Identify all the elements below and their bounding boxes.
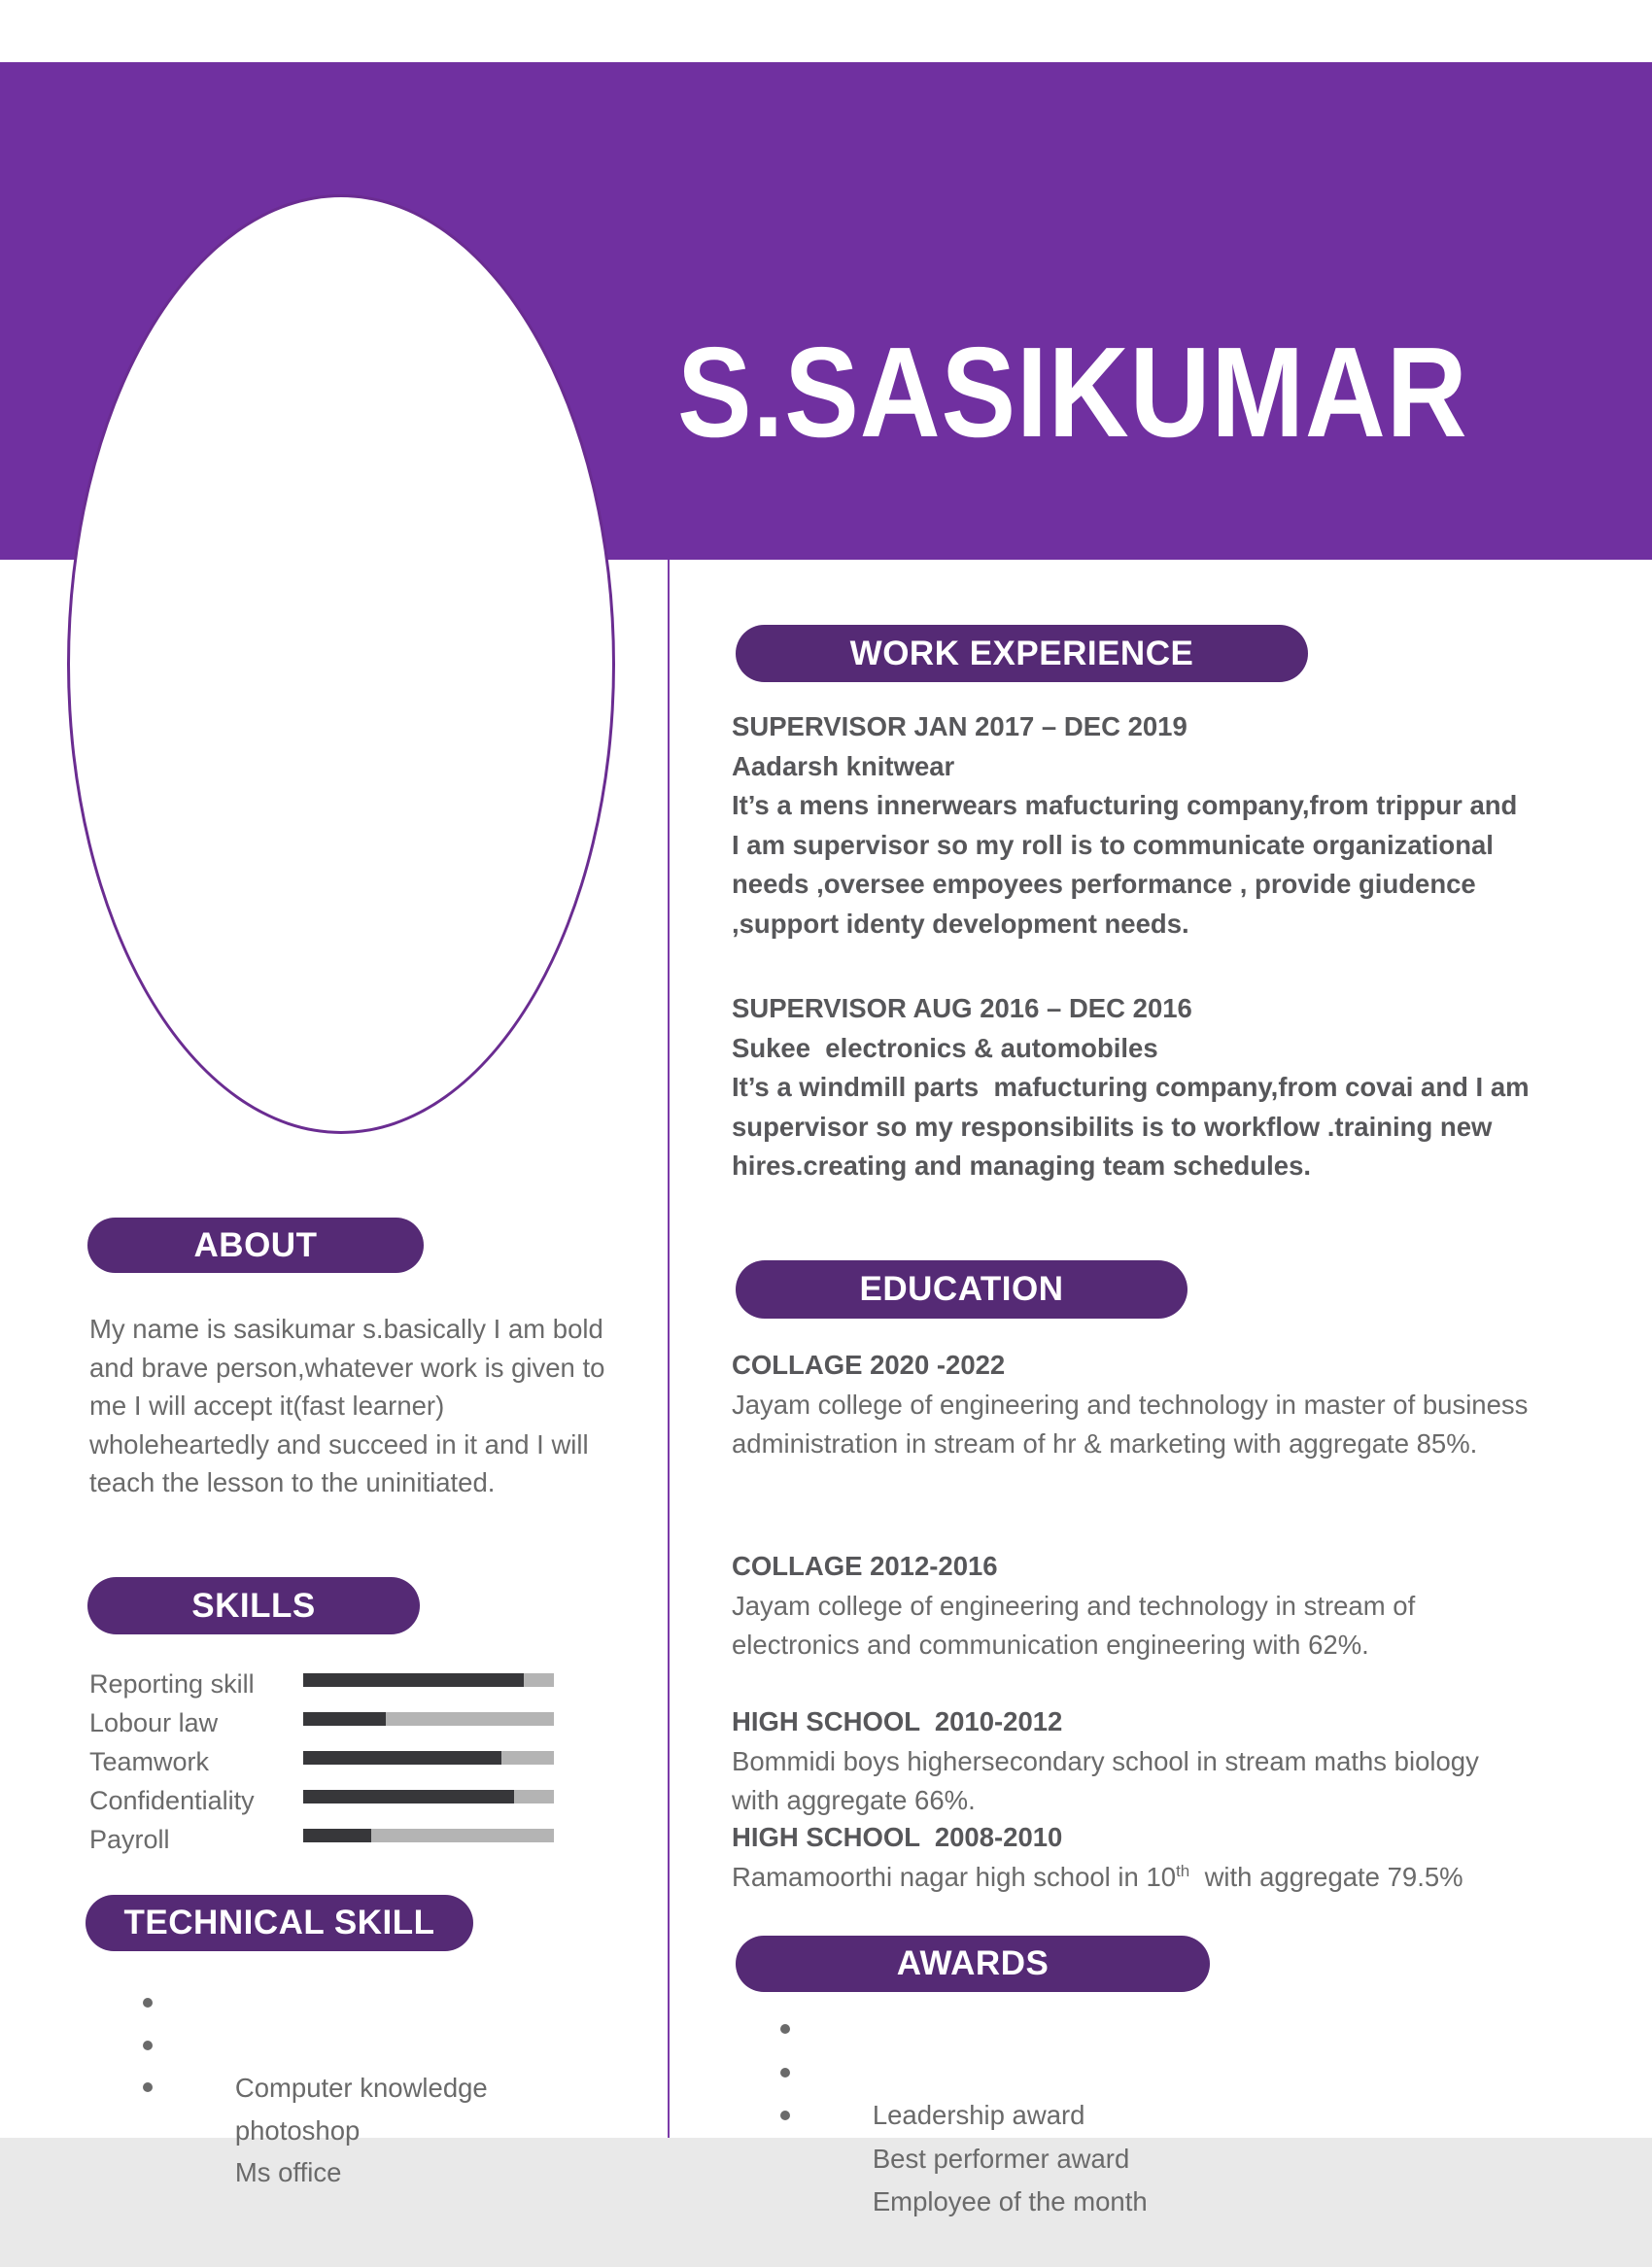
skill-label: Reporting skill bbox=[89, 1669, 255, 1699]
skill-row bbox=[89, 1781, 634, 1820]
section-title: WORK EXPERIENCE bbox=[849, 634, 1194, 672]
education-entry-heading: COLLAGE 2020 -2022 bbox=[732, 1350, 1006, 1380]
section-header-technical-skill bbox=[86, 1895, 473, 1951]
bullet-icon bbox=[780, 2068, 790, 2078]
skill-label: Payroll bbox=[89, 1825, 170, 1854]
skill-bar-fill bbox=[303, 1829, 371, 1842]
technical-skill-list bbox=[89, 1982, 634, 2187]
education-entry-body: Bommidi boys highersecondary school in stream maths biology with aggregate 66%. bbox=[732, 1745, 1487, 1815]
skill-bar-fill bbox=[303, 1790, 514, 1803]
skill-row bbox=[89, 1665, 634, 1703]
awards-list bbox=[732, 2008, 1531, 2216]
skill-bar-track bbox=[303, 1790, 554, 1803]
education-entry-heading: HIGH SCHOOL 2008-2010 bbox=[732, 1822, 1063, 1852]
education-entry bbox=[732, 1818, 1531, 1897]
bullet-icon bbox=[143, 2041, 153, 2050]
skill-bar-fill bbox=[303, 1673, 524, 1687]
technical-skill-label: photoshop bbox=[234, 2114, 361, 2146]
work-entry-body: It’s a windmill parts mafucturing company,from covai and I am supervisor so my responsibilits is to workflow .training new hires.creating and managing team schedules. bbox=[732, 1072, 1537, 1181]
skill-bar-track bbox=[303, 1673, 554, 1687]
work-entry-heading: SUPERVISOR JAN 2017 – DEC 2019 bbox=[732, 711, 1187, 741]
work-entry bbox=[732, 989, 1537, 1186]
education-entry-body: Jayam college of engineering and technology in stream of electronics and communication engineering with 62%. bbox=[732, 1590, 1423, 1660]
work-entry-company: Sukee electronics & automobiles bbox=[732, 1032, 1158, 1063]
section-header-awards bbox=[736, 1936, 1210, 1992]
about-text: My name is sasikumar s.basically I am bold and brave person,whatever work is given to me I will accept it(fast learner) wholeheartedly and succeed in it and I will teach the lesson to the uninitiated. bbox=[89, 1314, 613, 1497]
section-header-work-experience bbox=[736, 625, 1308, 682]
education-body-prefix: Ramamoorthi nagar high school in 10 bbox=[732, 1861, 1177, 1892]
award-item-label: Best performer award bbox=[872, 2143, 1130, 2174]
award-item bbox=[732, 2008, 1531, 2130]
technical-skill-item bbox=[89, 1982, 634, 2103]
skill-row bbox=[89, 1703, 634, 1742]
education-entry-heading: COLLAGE 2012-2016 bbox=[732, 1551, 998, 1581]
skill-bar-fill bbox=[303, 1712, 386, 1726]
photo-placeholder-oval bbox=[67, 194, 615, 1134]
education-entry-heading: HIGH SCHOOL 2010-2012 bbox=[732, 1706, 1063, 1736]
education-body-superscript: th bbox=[1176, 1861, 1190, 1880]
skills-list bbox=[89, 1665, 634, 1859]
education-body-suffix: with aggregate 79.5% bbox=[1189, 1861, 1463, 1892]
education-entry bbox=[732, 1702, 1531, 1821]
skill-label: Lobour law bbox=[89, 1708, 219, 1737]
page-title: S.SASIKUMAR bbox=[677, 321, 1468, 464]
technical-skill-label: Computer knowledge bbox=[234, 2073, 488, 2103]
skill-bar-track bbox=[303, 1712, 554, 1726]
section-header-about bbox=[87, 1218, 424, 1273]
technical-skill-label: Ms office bbox=[234, 2157, 342, 2187]
education-entry-body: Jayam college of engineering and technology in master of business administration in stream of hr & marketing with aggregate 85%. bbox=[732, 1389, 1536, 1459]
work-entry bbox=[732, 707, 1531, 944]
skill-label: Teamwork bbox=[89, 1747, 210, 1776]
section-title: ABOUT bbox=[193, 1225, 318, 1264]
bullet-icon bbox=[143, 2082, 153, 2092]
education-entry bbox=[732, 1346, 1536, 1464]
bullet-icon bbox=[780, 2111, 790, 2120]
bullet-icon bbox=[143, 1998, 153, 2008]
skill-row bbox=[89, 1742, 634, 1781]
bullet-icon bbox=[780, 2024, 790, 2034]
work-entry-body: It’s a mens innerwears mafucturing company,from trippur and I am supervisor so my roll is to communicate organizational needs ,oversee empoyees performance , provide giudence ,support identy development needs. bbox=[732, 790, 1525, 939]
skill-bar-fill bbox=[303, 1751, 501, 1765]
award-item-label: Leadership award bbox=[872, 2100, 1085, 2130]
award-item-label: Employee of the month bbox=[872, 2186, 1148, 2216]
section-title: AWARDS bbox=[896, 1944, 1050, 1982]
education-entry-body bbox=[732, 1858, 1531, 1898]
work-entry-heading: SUPERVISOR AUG 2016 – DEC 2016 bbox=[732, 993, 1192, 1023]
section-title: EDUCATION bbox=[859, 1270, 1064, 1308]
section-title: TECHNICAL SKILL bbox=[123, 1904, 435, 1941]
section-title: SKILLS bbox=[191, 1586, 316, 1625]
work-entry-company: Aadarsh knitwear bbox=[732, 750, 955, 781]
skill-label: Confidentiality bbox=[89, 1786, 255, 1815]
skill-bar-track bbox=[303, 1751, 554, 1765]
column-divider bbox=[668, 560, 670, 2138]
education-entry bbox=[732, 1547, 1531, 1666]
skill-row bbox=[89, 1820, 634, 1859]
section-header-skills bbox=[87, 1577, 420, 1634]
section-header-education bbox=[736, 1260, 1187, 1319]
skill-bar-track bbox=[303, 1829, 554, 1842]
